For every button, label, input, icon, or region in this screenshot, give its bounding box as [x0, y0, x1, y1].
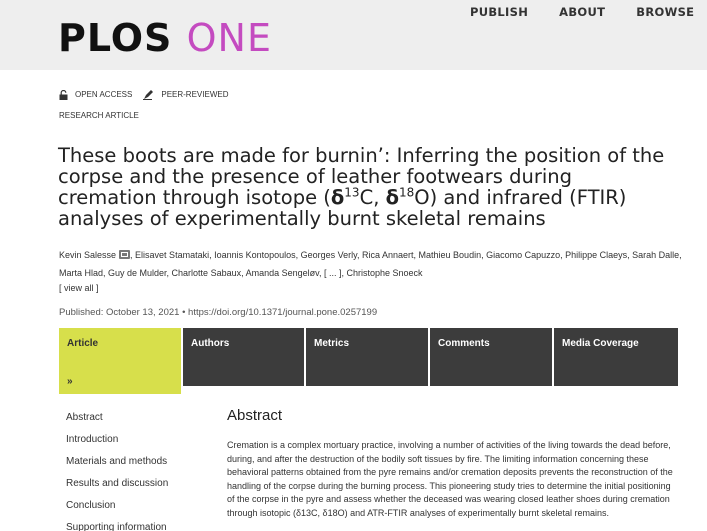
abstract-heading: Abstract [227, 407, 283, 424]
pen-check-icon [143, 89, 154, 100]
author-list [59, 246, 689, 282]
abstract-text: Cremation is a complex mortuary practice, involving a number of activities of the living towards the dead before, during, and after the destruction of the bodily soft tissues by fire. The limiting information concerning these behavioral patterns obtained from the pyre remains and/or cremation deposits prevents the reconstruction of the handling of the corpse during the burning process. This pioneering study tries to determine the initial positioning of the corpse in the pyre and assess whether the deceased was wearing closed leather shoes during cremation through isotopic (δ13C, δ18O) and ATR-FTIR analyses of experimentally burnt skeletal remains. [227, 440, 673, 518]
title-delta-1: δ [330, 186, 345, 209]
plos-one-logo[interactable] [58, 16, 272, 60]
open-access-badge [59, 90, 132, 100]
author-rest[interactable]: , Elisavet Stamataki, Ioannis Kontopoulos, Georges Verly, Rica Annaert, Mathieu Boudin, Giacomo Capuzzo, Philippe Claeys, Sarah Dalle, Marta Hlad, Guy de Mulder, Charlotte Sabaux, Amanda Sengeløv, [ ... ], Christophe Snoeck [59, 250, 682, 278]
peer-reviewed-badge [143, 89, 228, 100]
tab-comments-label: Comments [438, 338, 490, 349]
author-first[interactable]: Kevin Salesse [59, 250, 117, 260]
title-delta-2: δ [385, 186, 399, 209]
title-part2: O) and infrared (FTIR) analyses of experimentally burnt skeletal remains [58, 186, 627, 230]
title-mid: C, [359, 186, 386, 209]
section-link-results-discussion[interactable]: Results and discussion [66, 478, 169, 489]
top-nav [470, 5, 694, 19]
bullet-separator: • [182, 307, 186, 318]
title-part1: These boots are made for burnin’: Inferring the position of the corpse and the presence of leather footwears during cremation through isotope ( [58, 144, 665, 209]
logo-one: ONE [186, 16, 272, 60]
tab-metrics[interactable] [306, 328, 428, 386]
section-link-materials-methods[interactable]: Materials and methods [66, 456, 168, 467]
double-chevron-down-icon[interactable]: » [67, 376, 73, 387]
section-nav [66, 411, 168, 531]
nav-about[interactable]: ABOUT [559, 5, 606, 19]
tab-authors[interactable] [183, 328, 304, 386]
email-icon[interactable] [119, 250, 130, 259]
article-type: RESEARCH ARTICLE [59, 111, 139, 120]
unlock-icon [59, 90, 68, 100]
section-link-supporting-information[interactable]: Supporting information [66, 522, 167, 531]
site-header [0, 0, 707, 70]
article-tabs [59, 328, 678, 394]
section-link-introduction[interactable]: Introduction [66, 434, 119, 445]
open-access-label: OPEN ACCESS [75, 90, 133, 99]
tab-media-coverage-label: Media Coverage [562, 338, 639, 349]
title-sup-13: 13 [344, 185, 360, 200]
publication-line [59, 307, 377, 318]
title-sup-18: 18 [399, 185, 415, 200]
article-badges [59, 89, 239, 100]
tab-authors-label: Authors [191, 338, 230, 349]
peer-reviewed-label: PEER-REVIEWED [161, 90, 229, 99]
tab-article[interactable] [59, 328, 181, 394]
tab-comments[interactable] [430, 328, 552, 386]
article-title [58, 145, 670, 229]
section-link-conclusion[interactable]: Conclusion [66, 500, 116, 511]
section-link-abstract[interactable]: Abstract [66, 412, 103, 423]
tab-media-coverage[interactable] [554, 328, 678, 386]
tab-metrics-label: Metrics [314, 338, 350, 349]
doi-link[interactable]: https://doi.org/10.1371/journal.pone.0257199 [188, 307, 378, 318]
tab-article-label: Article [67, 338, 99, 349]
nav-browse[interactable]: BROWSE [636, 5, 695, 19]
nav-publish[interactable]: PUBLISH [470, 5, 529, 19]
abstract-section [227, 407, 677, 520]
view-all-authors-link[interactable]: [ view all ] [59, 283, 99, 293]
published-date: Published: October 13, 2021 [59, 307, 180, 318]
logo-plos: PLOS [58, 16, 173, 60]
